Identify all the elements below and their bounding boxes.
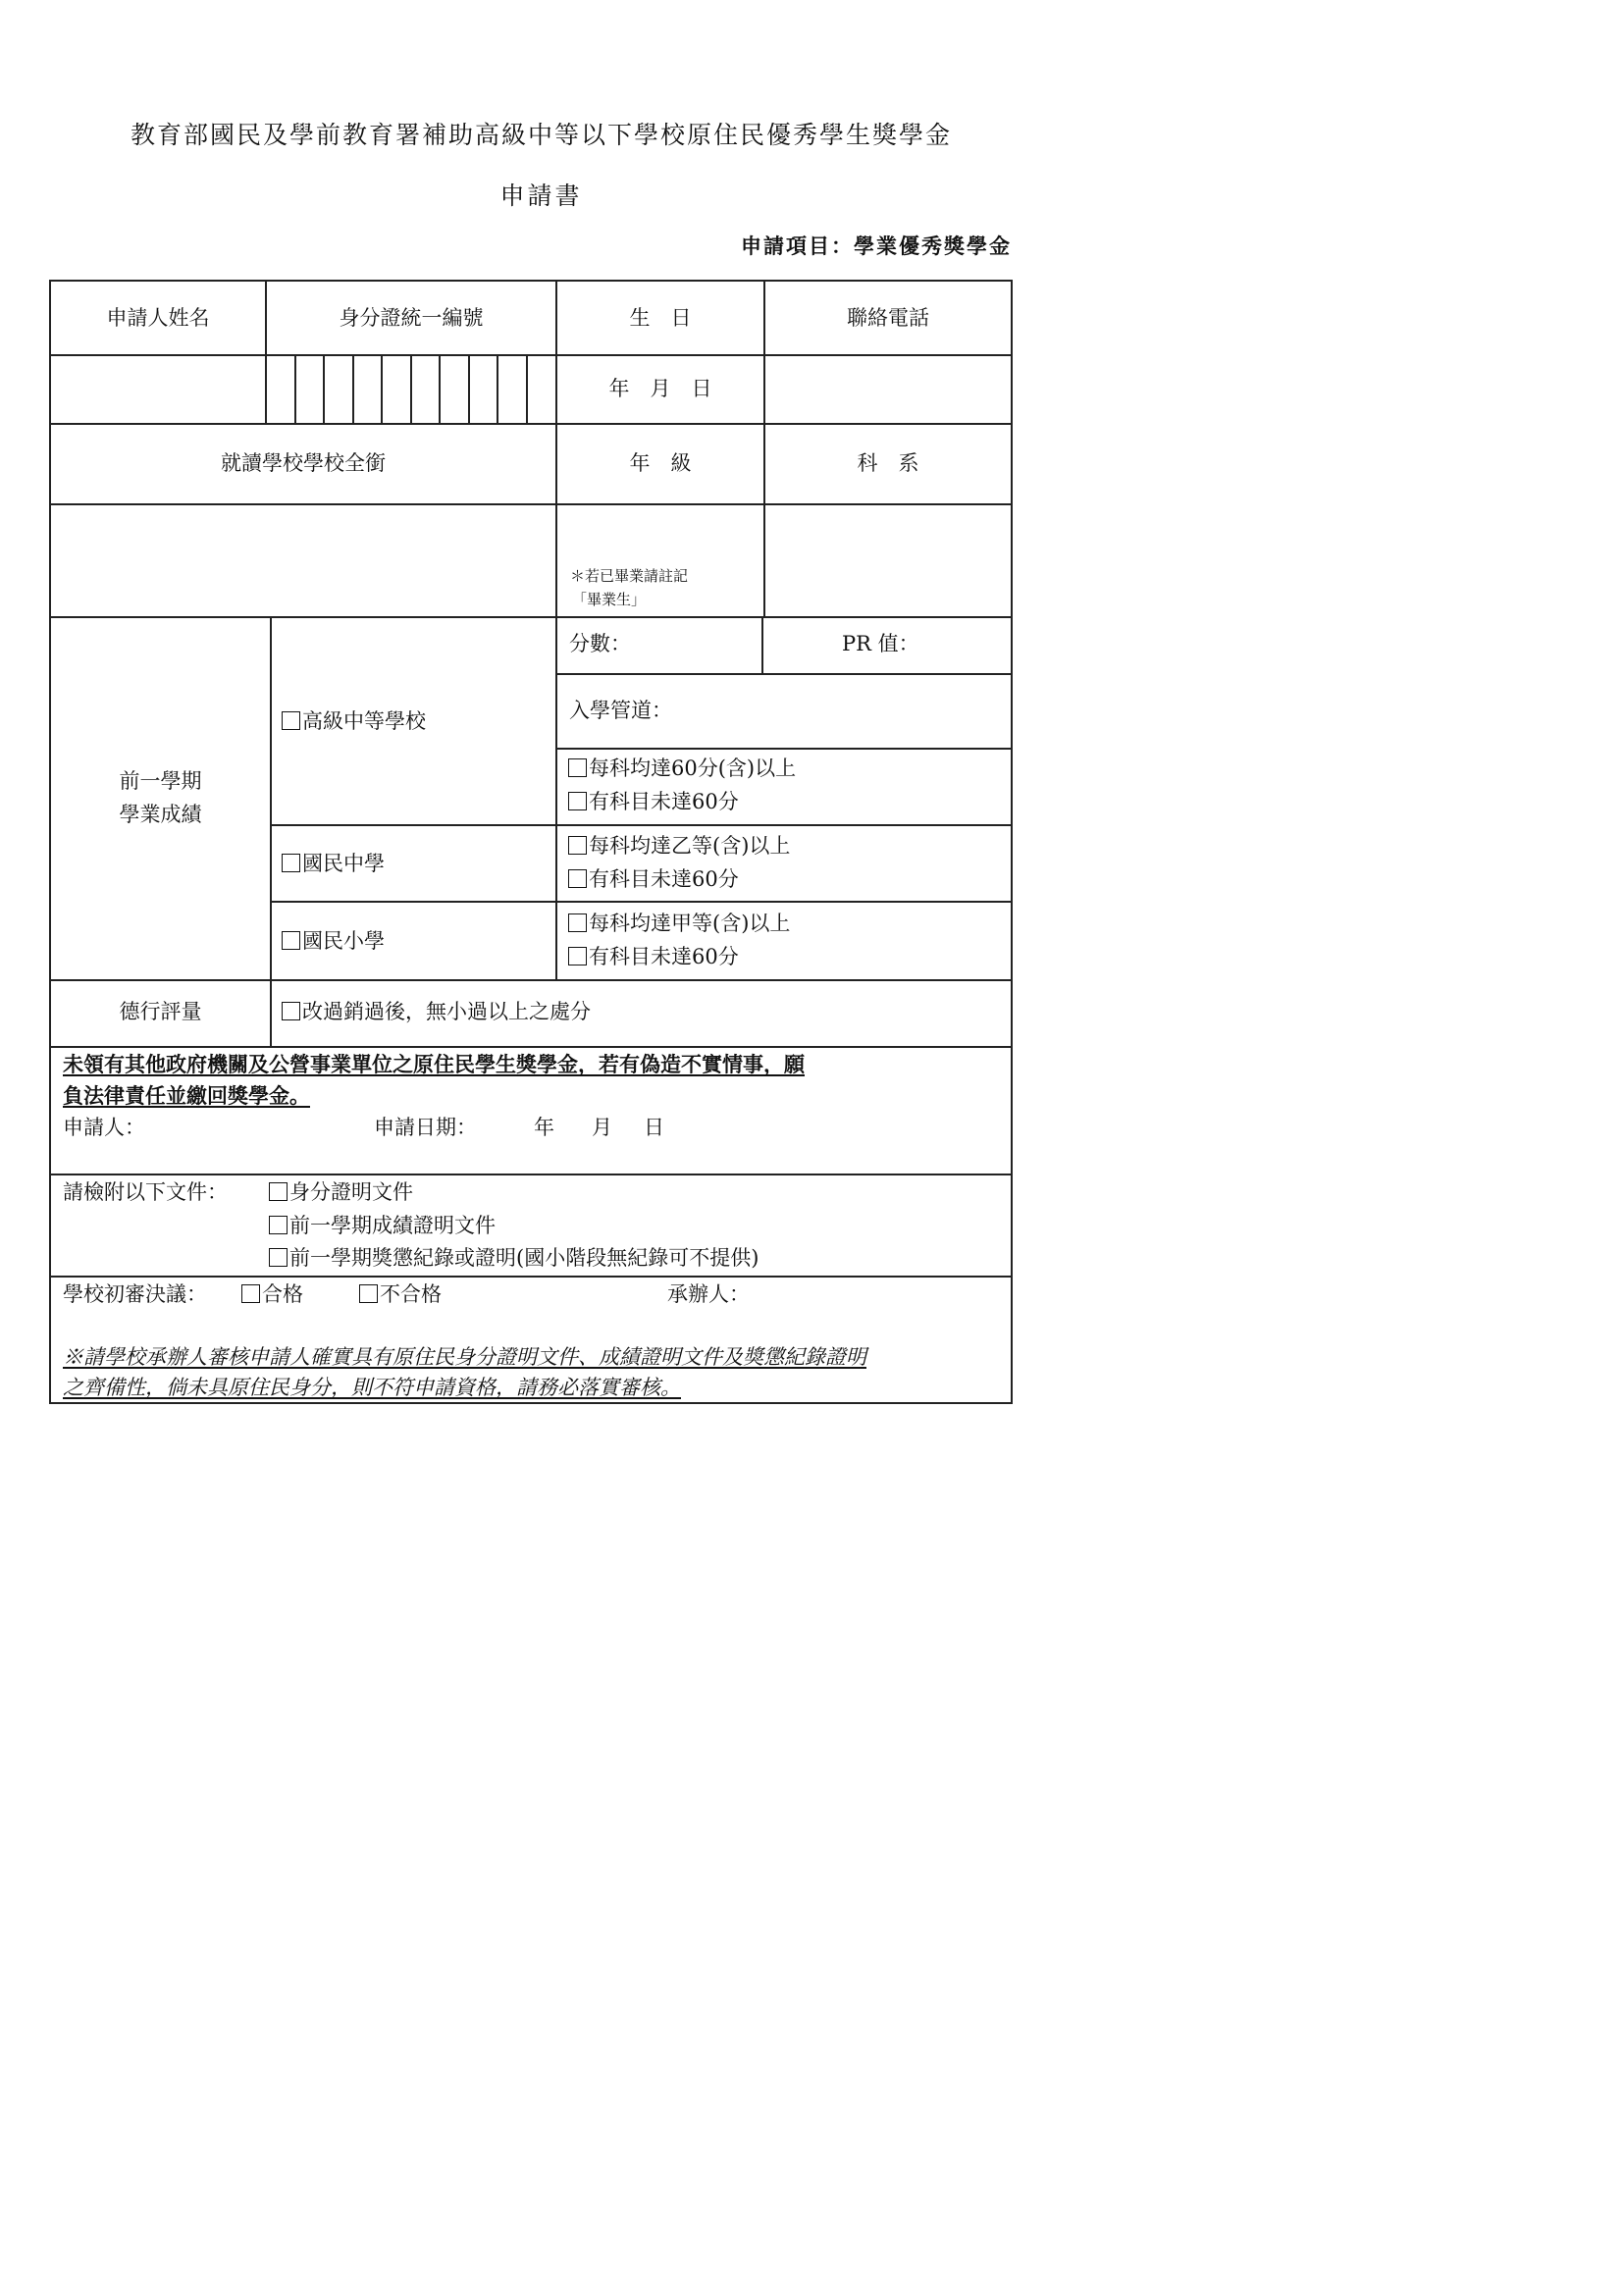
admission-channel-label: 入學管道： (569, 699, 672, 722)
elementary-label: 國民小學 (302, 929, 385, 953)
el-all-pass-label: 每科均達甲等(含)以上 (589, 912, 791, 935)
attach-conduct-record-label: 前一學期獎懲紀錄或證明(國小階段無紀錄可不提供) (289, 1246, 759, 1270)
attach-id-doc-checkbox[interactable] (269, 1182, 288, 1201)
applicant-signature-field[interactable] (162, 1113, 348, 1142)
junior-high-label: 國民中學 (302, 852, 385, 875)
el-some-fail-label: 有科目未達60分 (589, 945, 739, 968)
applicant-signature-label: 申請人： (63, 1116, 145, 1139)
handler-label: 承辦人： (667, 1282, 750, 1306)
id-number-header: 身分證統一編號 (339, 306, 484, 330)
attach-id-doc-option[interactable] (269, 1182, 413, 1203)
school-review-label: 學校初審決議： (63, 1282, 207, 1306)
footnote-line1: ※請學校承辦人審核申請人確實具有原住民身分證明文件、成績證明文件及獎懲紀錄證明 (63, 1345, 866, 1369)
pr-value-label: PR 值： (842, 632, 919, 655)
birthday-field[interactable]: 年 月 日 (608, 377, 712, 400)
grade-header: 年 級 (629, 451, 692, 475)
sh-some-fail-checkbox[interactable] (568, 792, 587, 810)
senior-high-checkbox[interactable] (282, 711, 300, 730)
application-item: 申請項目：學業優秀獎學金 (741, 234, 1012, 258)
applicant-name-header: 申請人姓名 (106, 306, 210, 330)
sh-all-pass-checkbox[interactable] (568, 758, 587, 777)
graduate-note-line1: ＊若已畢業請註記 (570, 567, 689, 585)
attach-transcript-checkbox[interactable] (269, 1216, 288, 1234)
review-fail-option[interactable] (359, 1284, 442, 1305)
el-all-pass-checkbox[interactable] (568, 913, 587, 932)
birthday-header: 生 日 (629, 306, 692, 330)
previous-term-label: 前一學期 (119, 769, 202, 793)
form-title: 教育部國民及學前教育署補助高級中等以下學校原住民優秀學生獎學金 (130, 121, 952, 149)
el-option-some-fail[interactable] (568, 947, 739, 967)
date-month[interactable]: 月 (592, 1116, 612, 1139)
academic-grades-label: 學業成績 (119, 803, 202, 826)
application-date-label: 申請日期： (374, 1116, 477, 1139)
review-fail-checkbox[interactable] (359, 1284, 378, 1303)
handler-signature-field[interactable] (765, 1279, 1001, 1309)
conduct-label: 德行評量 (119, 1000, 202, 1023)
review-fail-label: 不合格 (380, 1282, 442, 1306)
footnote-line2: 之齊備性，倘未具原住民身分，則不符申請資格，請務必落實審核。 (63, 1376, 681, 1399)
sh-some-fail-label: 有科目未達60分 (589, 790, 739, 813)
junior-high-checkbox[interactable] (282, 854, 300, 872)
jh-all-pass-label: 每科均達乙等(含)以上 (589, 834, 791, 858)
jh-option-all-pass[interactable] (568, 836, 790, 857)
school-header: 就讀學校學校全銜 (221, 451, 386, 475)
conduct-checkbox[interactable] (282, 1002, 300, 1020)
jh-some-fail-label: 有科目未達60分 (589, 867, 739, 891)
sh-option-some-fail[interactable] (568, 792, 739, 812)
review-pass-checkbox[interactable] (241, 1284, 260, 1303)
attach-transcript-label: 前一學期成績證明文件 (289, 1214, 496, 1237)
review-pass-label: 合格 (262, 1282, 303, 1306)
jh-all-pass-checkbox[interactable] (568, 836, 587, 855)
department-header: 科 系 (857, 451, 919, 475)
jh-option-some-fail[interactable] (568, 869, 739, 890)
attach-conduct-record-option[interactable] (269, 1248, 759, 1269)
declaration-line2: 負法律責任並繳回獎學金。 (63, 1083, 310, 1108)
senior-high-option[interactable] (282, 711, 426, 732)
form-subtitle: 申請書 (499, 182, 583, 210)
attach-transcript-option[interactable] (269, 1216, 496, 1236)
date-day[interactable]: 日 (644, 1116, 664, 1139)
el-some-fail-checkbox[interactable] (568, 947, 587, 965)
department-field[interactable] (765, 505, 1011, 616)
date-year[interactable]: 年 (534, 1116, 554, 1139)
senior-high-label: 高級中等學校 (302, 709, 426, 733)
attachments-label: 請檢附以下文件： (63, 1180, 228, 1204)
jh-some-fail-checkbox[interactable] (568, 869, 587, 888)
graduate-note-line2: 「畢業生」 (572, 591, 647, 608)
conduct-option-label: 改過銷過後，無小過以上之處分 (302, 1000, 591, 1023)
declaration-line1: 未領有其他政府機關及公營事業單位之原住民學生獎學金，若有偽造不實情事，願 (63, 1052, 805, 1076)
phone-header: 聯絡電話 (847, 306, 929, 330)
score-label: 分數： (569, 632, 631, 655)
elementary-checkbox[interactable] (282, 931, 300, 950)
attach-id-doc-label: 身分證明文件 (289, 1180, 413, 1204)
elementary-option[interactable] (282, 931, 385, 952)
attach-conduct-record-checkbox[interactable] (269, 1248, 288, 1267)
review-pass-option[interactable] (241, 1284, 303, 1305)
applicant-name-field[interactable] (51, 356, 265, 423)
sh-all-pass-label: 每科均達60分(含)以上 (589, 757, 797, 780)
id-number-field[interactable] (267, 356, 526, 423)
school-field[interactable] (51, 505, 555, 616)
conduct-option[interactable] (282, 1002, 591, 1022)
junior-high-option[interactable] (282, 854, 385, 874)
phone-field[interactable] (765, 356, 1011, 423)
el-option-all-pass[interactable] (568, 913, 790, 934)
sh-option-all-pass[interactable] (568, 758, 796, 779)
